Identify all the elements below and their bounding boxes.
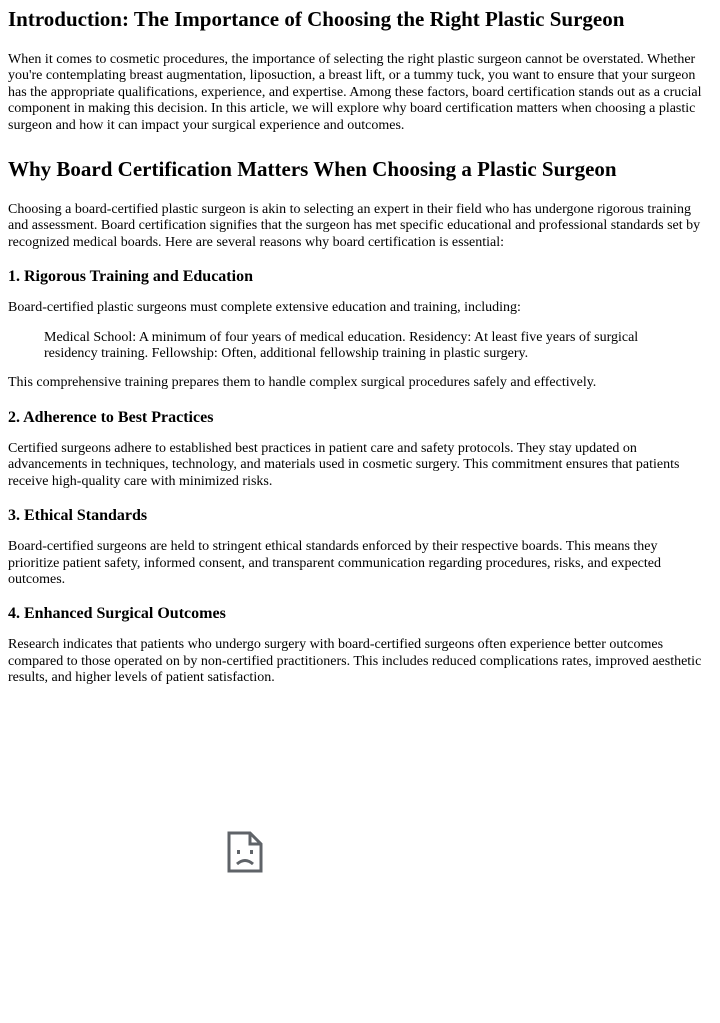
section-2-paragraph: Certified surgeons adhere to established best practices in patient care and safety protocols. They stay updated on advancements in techniques, technology, and materials used in cosmetic surgery. This commitment ensures that patients receive high-quality care with minimized risks. [8, 440, 680, 489]
section-3-heading: 3. Ethical Standards [8, 507, 148, 525]
why-paragraph: Choosing a board-certified plastic surgeon is akin to selecting an expert in their field who has undergone rigorous training and assessment. Board certification signifies that the surgeon has met specific educational and professional standards set by recognized medical boards. Here are several reasons why board certification is essential: [8, 202, 701, 250]
section-1-paragraph: Board-certified plastic surgeons must complete extensive education and training, including: [8, 300, 521, 316]
section-1-quote: Medical School: A minimum of four years of medical education. Residency: At least five years of surgical residency training. Fellowship: Often, additional fellowship training in plastic surgery. [44, 329, 639, 362]
article [0, 6, 720, 687]
section-1-heading: 1. Rigorous Training and Education [8, 268, 253, 286]
section-4-paragraph: Research indicates that patients who undergo surgery with board-certified surgeons often experience better outcomes compared to those operated on by non-certified practitioners. This includes reduced complications rates, improved aesthetic results, and higher levels of patient satisfaction. [8, 637, 702, 686]
section-1-after: This comprehensive training prepares them to handle complex surgical procedures safely and effectively. [8, 375, 597, 391]
intro-heading: Introduction: The Importance of Choosing the Right Plastic Surgeon [8, 7, 625, 31]
section-2-heading: 2. Adherence to Best Practices [8, 408, 214, 426]
section-3-paragraph: Board-certified surgeons are held to stringent ethical standards enforced by their respective boards. This means they prioritize patient safety, informed consent, and transparent communication regarding procedures, risks, and expected outcomes. [8, 539, 661, 587]
broken-image-icon [227, 831, 263, 873]
why-heading: Why Board Certification Matters When Choosing a Plastic Surgeon [8, 157, 617, 182]
section-4-heading: 4. Enhanced Surgical Outcomes [8, 605, 226, 623]
intro-paragraph: When it comes to cosmetic procedures, the importance of selecting the right plastic surgeon cannot be overstated. Whether you're contemplating breast augmentation, liposuction, a breast lift, or a tummy tuck, you want to ensure that your surgeon has the appropriate qualifications, experience, and expertise. Among these factors, board certification stands out as a crucial component in making this decision. In this article, we will explore why board certification matters when choosing a plastic surgeon and how it can impact your surgical experience and outcomes. [8, 52, 702, 133]
